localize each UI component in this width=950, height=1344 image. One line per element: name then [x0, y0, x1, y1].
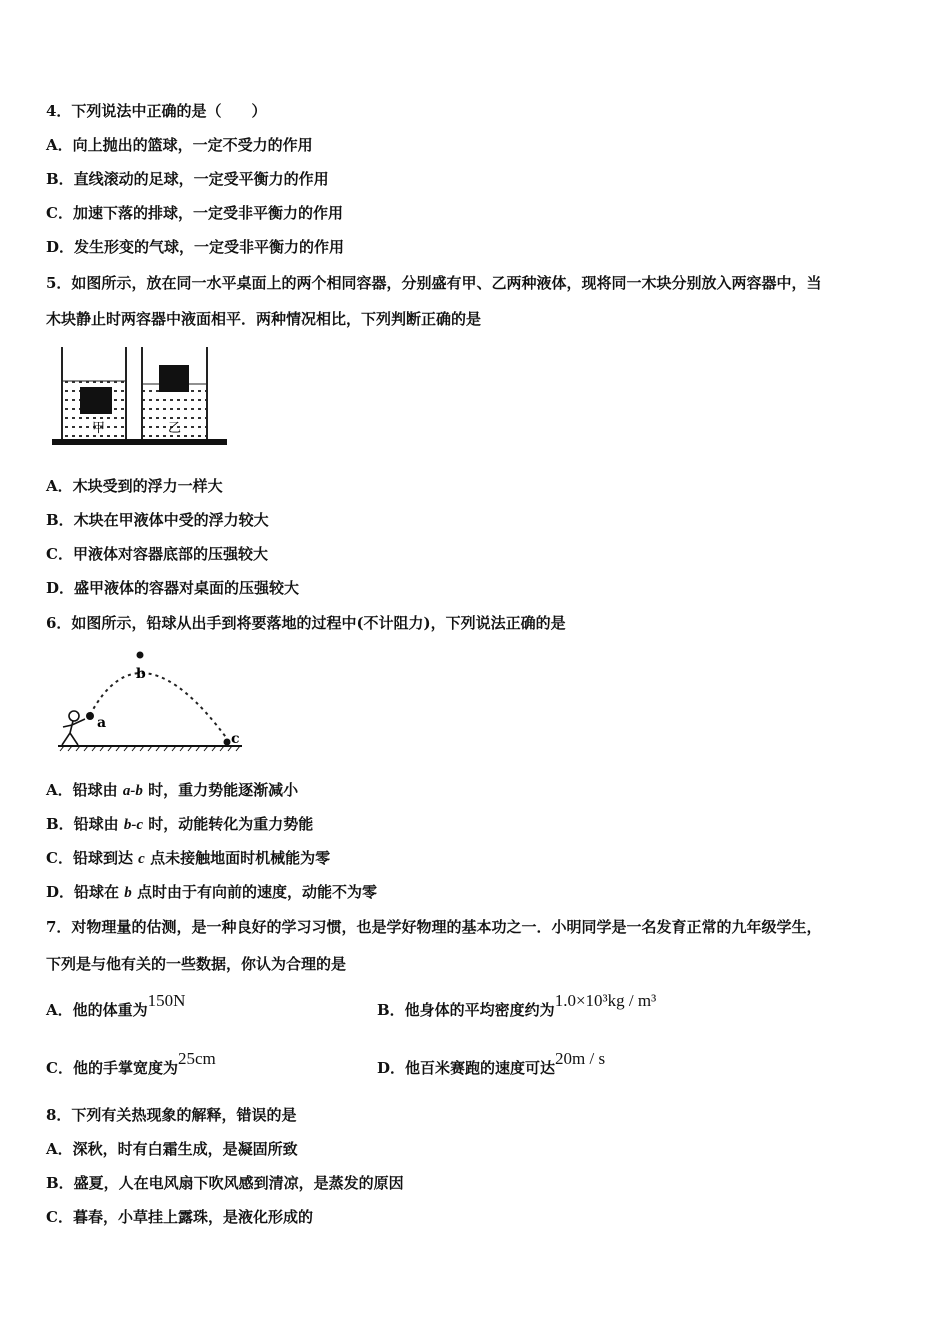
- option-a: A．深秋，时有白霜生成，是凝固所致: [46, 1140, 298, 1158]
- option-b: B．盛夏，人在电风扇下吹风感到清凉，是蒸发的原因: [46, 1174, 404, 1192]
- label-c: c: [231, 731, 240, 747]
- wood-block-left: [80, 387, 112, 414]
- option-c: C．甲液体对容器底部的压强较大: [46, 545, 268, 563]
- option-c: C．铅球到达 c 点未接触地面时机械能为零: [46, 849, 331, 867]
- question-stem: 5．如图所示，放在同一水平桌面上的两个相同容器，分别盛有甲、乙两种液体，现将同一木块分别放入两容器中，当: [46, 274, 822, 292]
- question-stem-cont: 下列是与他有关的一些数据，你认为合理的是: [46, 955, 347, 973]
- shot-put-figure: [50, 645, 250, 755]
- option-c: C．暮春，小草挂上露珠，是液化形成的: [46, 1208, 313, 1226]
- containers-figure: [50, 342, 240, 447]
- option-b: B．木块在甲液体中受的浮力较大: [46, 511, 269, 529]
- option-b: B．直线滚动的足球，一定受平衡力的作用: [46, 170, 329, 188]
- option-a: A．他的体重为150N: [46, 991, 186, 1019]
- question-stem: 8．下列有关热现象的解释，错误的是: [46, 1106, 297, 1124]
- question-stem: 7．对物理量的估测，是一种良好的学习习惯，也是学好物理的基本功之一．小明同学是一名发育正常的九年级学生，: [46, 918, 822, 936]
- wood-block-right: [159, 365, 189, 392]
- label-a: a: [97, 715, 107, 731]
- option-a: A．木块受到的浮力一样大: [46, 477, 223, 495]
- option-c: C．他的手掌宽度为25cm: [46, 1049, 216, 1077]
- question-stem: 4．下列说法中正确的是（ ）: [46, 102, 267, 120]
- label-b: b: [136, 666, 146, 682]
- option-b: B．他身体的平均密度约为1.0×10³kg / m³: [377, 991, 657, 1019]
- option-b: B．铅球由 b-c 时，动能转化为重力势能: [46, 815, 314, 833]
- option-d: D．他百米赛跑的速度可达20m / s: [377, 1049, 606, 1077]
- option-d: D．铅球在 b 点时由于有向前的速度，动能不为零: [46, 883, 377, 901]
- question-stem: 6．如图所示，铅球从出手到将要落地的过程中(不计阻力)，下列说法正确的是: [46, 614, 566, 632]
- option-d: D．盛甲液体的容器对桌面的压强较大: [46, 579, 300, 597]
- option-d: D．发生形变的气球，一定受非平衡力的作用: [46, 238, 345, 256]
- thrower-figure: [62, 711, 85, 745]
- question-stem-cont: 木块静止时两容器中液面相平．两种情况相比，下列判断正确的是: [46, 310, 482, 328]
- option-a: A．铅球由 a-b 时，重力势能逐渐减小: [46, 781, 299, 799]
- option-a: A．向上抛出的篮球，一定不受力的作用: [46, 136, 313, 154]
- label-jia: 甲: [92, 421, 106, 436]
- label-yi: 乙: [168, 421, 182, 436]
- option-c: C．加速下落的排球，一定受非平衡力的作用: [46, 204, 343, 222]
